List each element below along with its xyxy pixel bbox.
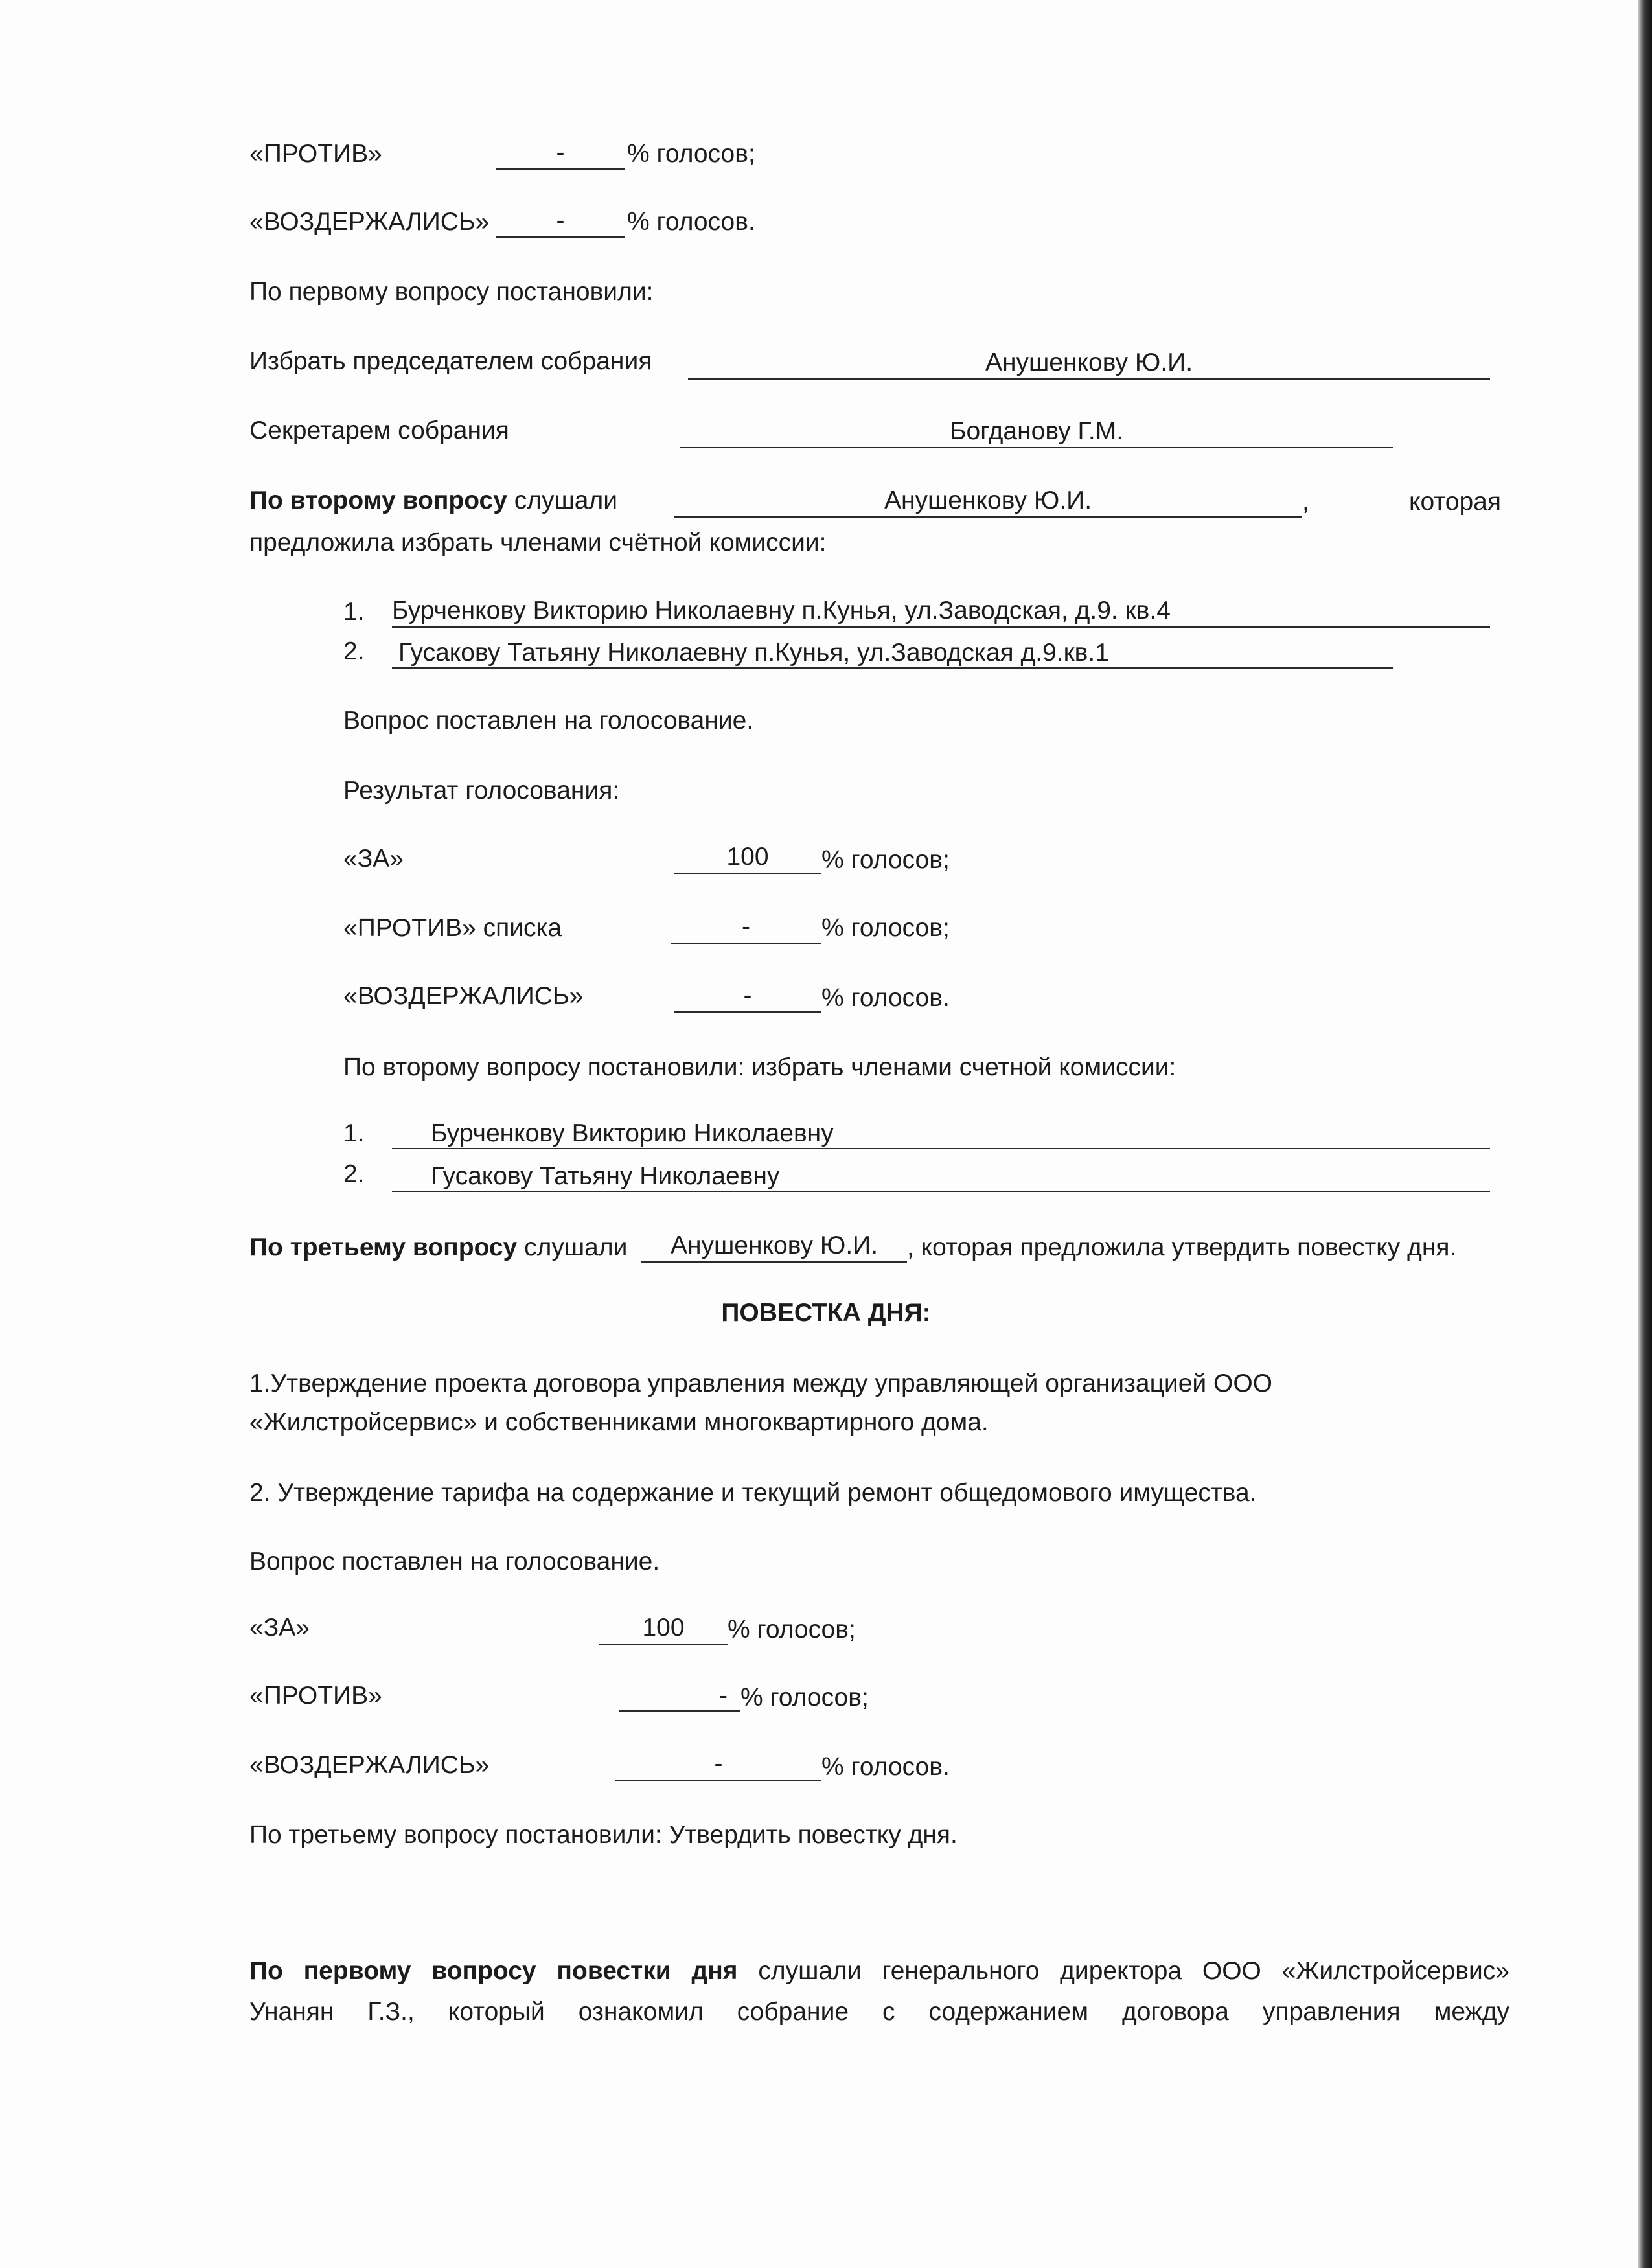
chair-label: Избрать председателем собрания [249,347,652,375]
q3-speaker: Анушенкову Ю.И. [641,1231,907,1263]
q2-result-label: Результат голосования: [343,777,620,805]
q2-proposal: предложила избрать членами счётной комиссии: [249,529,827,556]
q2-heading-bold: По второму вопросу [249,487,507,514]
q3-against-value: - [619,1681,740,1712]
secretary-value: Богданову Г.М. [680,417,1393,448]
q1-decided: По первому вопросу постановили: [249,278,654,306]
agenda-q1-line-1 [249,1956,1509,1987]
agenda-q1-heading-bold: По первому вопросу повестки дня [249,1957,738,1985]
q3-heading-rest: слушали [517,1233,628,1261]
agenda-item-1-line-1: 1.Утверждение проекта договора управления между управляющей организацией ООО [249,1369,1273,1397]
q3-abstain-suffix: % голосов. [821,1753,950,1781]
candidate-1-num: 1. [343,598,365,626]
q3-tail: , которая предложила утвердить повестку дня. [907,1233,1457,1261]
secretary-label: Секретарем собрания [249,417,509,444]
candidate-1: Бурченкову Викторию Николаевну п.Кунья, ул.Заводская, д.9. кв.4 [392,596,1490,628]
agenda-title: ПОВЕСТКА ДНЯ: [721,1299,931,1327]
candidate-2: Гусакову Татьяну Николаевну п.Кунья, ул.Заводская д.9.кв.1 [392,638,1393,669]
q2-for-label: «ЗА» [343,845,404,873]
q3-decided: По третьему вопросу постановили: Утвердить повестку дня. [249,1821,958,1849]
q3-put-to-vote: Вопрос поставлен на голосование. [249,1548,660,1575]
q2-heading-rest: слушали [507,487,618,514]
q2-against-suffix: % голосов; [821,914,950,942]
q2-for-suffix: % голосов; [821,846,950,874]
abstain-suffix: % голосов. [627,208,755,236]
q3-for-label: «ЗА» [249,1614,310,1642]
q2-speaker: Анушенкову Ю.И. [674,486,1302,518]
q3-against-label: «ПРОТИВ» [249,1682,382,1710]
q2-abstain-value: - [674,981,821,1013]
q2-abstain-suffix: % голосов. [821,984,950,1012]
q2-against-label: «ПРОТИВ» списка [343,914,562,942]
q2-which: которая [1409,488,1501,516]
q2-against-value: - [671,912,821,944]
q2-decided: По второму вопросу постановили: избрать членами счетной комиссии: [343,1053,1176,1081]
against-suffix: % голосов; [627,140,755,168]
agenda-item-2: 2. Утверждение тарифа на содержание и текущий ремонт общедомового имущества. [249,1479,1257,1507]
q2-put-to-vote: Вопрос поставлен на голосование. [343,707,754,735]
member-1-num: 1. [343,1119,365,1147]
against-value: - [496,138,625,170]
abstain-label: «ВОЗДЕРЖАЛИСЬ» [249,208,490,236]
q3-heading [249,1233,627,1263]
q3-heading-bold: По третьему вопросу [249,1233,518,1261]
agenda-item-1-line-2: «Жилстройсервис» и собственниками многоквартирного дома. [249,1408,989,1436]
abstain-value: - [496,206,625,238]
q3-abstain-value: - [615,1749,821,1781]
member-1: Бурченкову Викторию Николаевну [392,1119,1490,1149]
q2-comma: , [1302,488,1309,516]
q3-against-suffix: % голосов; [740,1684,869,1712]
scan-page-edge [1638,0,1652,2268]
q2-abstain-label: «ВОЗДЕРЖАЛИСЬ» [343,982,584,1010]
q3-abstain-label: «ВОЗДЕРЖАЛИСЬ» [249,1751,490,1779]
q3-for-suffix: % голосов; [728,1616,856,1644]
q3-for-value: 100 [599,1613,728,1645]
agenda-q1-line-1-rest: слушали генерального директора ООО «Жилстройсервис» [737,1957,1509,1985]
member-2: Гусакову Татьяну Николаевну [392,1162,1490,1192]
chair-value: Анушенкову Ю.И. [688,348,1490,380]
against-label: «ПРОТИВ» [249,140,382,168]
member-2-num: 2. [343,1160,365,1188]
q2-for-value: 100 [674,842,821,874]
agenda-q1-line-2: Унанян Г.З., который ознакомил собрание с содержанием договора управления между [249,1998,1509,2026]
candidate-2-num: 2. [343,637,365,665]
q2-heading [249,486,617,516]
